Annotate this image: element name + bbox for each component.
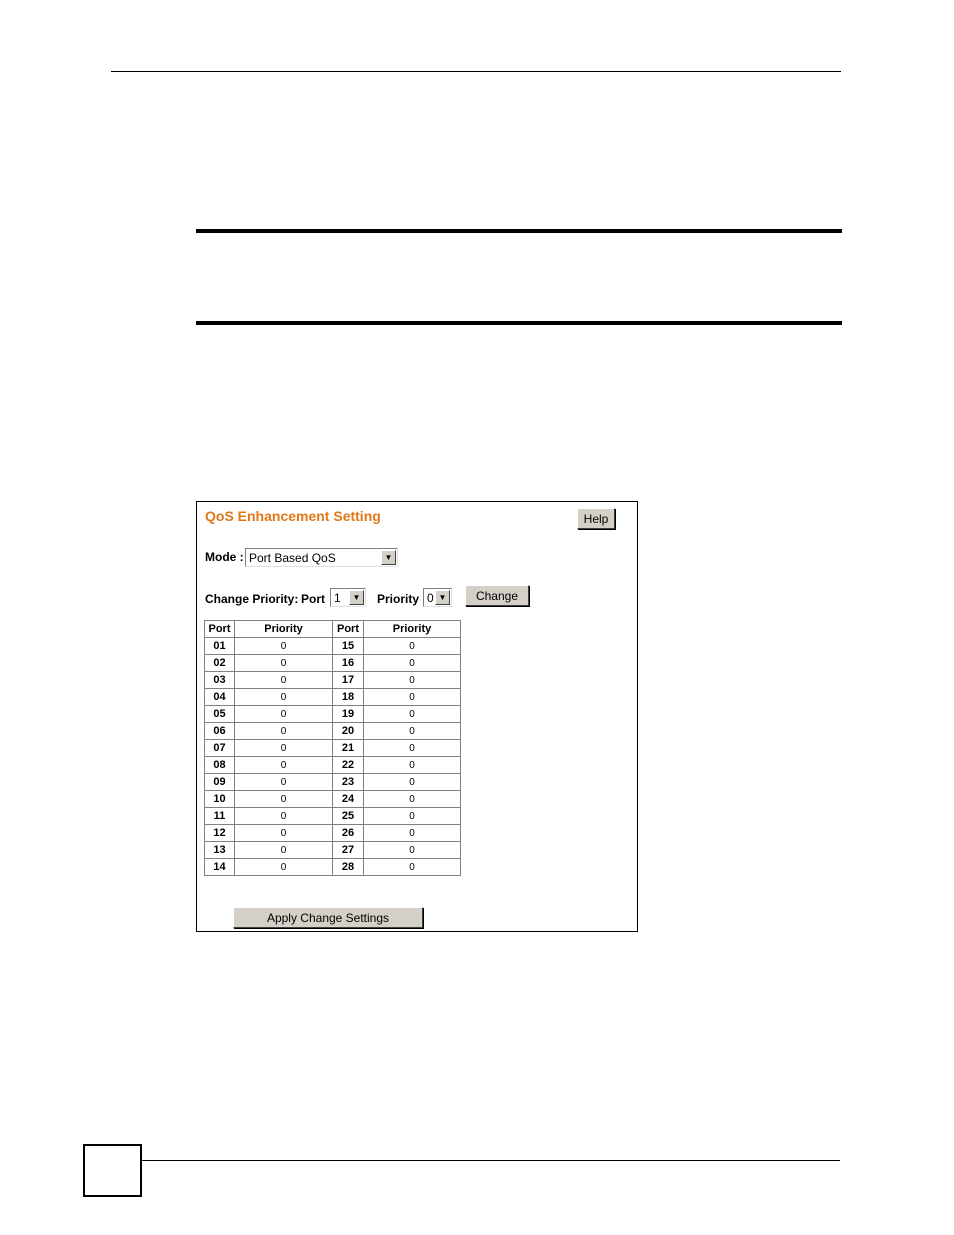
priority-cell: 0 [235, 638, 333, 655]
port-cell: 14 [205, 859, 235, 876]
chevron-down-icon[interactable]: ▼ [381, 550, 396, 565]
priority-cell: 0 [364, 859, 461, 876]
mode-select-value: Port Based QoS [249, 550, 336, 565]
table-body [205, 638, 461, 876]
page-number-box [83, 1144, 142, 1197]
note-rule-top [196, 229, 842, 233]
port-cell: 18 [333, 689, 364, 706]
priority-cell: 0 [364, 808, 461, 825]
table-row [205, 808, 461, 825]
port-cell: 11 [205, 808, 235, 825]
port-cell: 13 [205, 842, 235, 859]
priority-cell: 0 [364, 842, 461, 859]
priority-cell: 0 [235, 791, 333, 808]
header-rule [111, 71, 841, 72]
chevron-down-icon[interactable]: ▼ [435, 590, 450, 605]
port-cell: 19 [333, 706, 364, 723]
priority-cell: 0 [364, 757, 461, 774]
priority-cell: 0 [235, 706, 333, 723]
chevron-down-icon[interactable]: ▼ [349, 590, 364, 605]
port-cell: 02 [205, 655, 235, 672]
table-row [205, 672, 461, 689]
port-cell: 08 [205, 757, 235, 774]
port-cell: 16 [333, 655, 364, 672]
note-rule-bottom [196, 321, 842, 325]
port-cell: 21 [333, 740, 364, 757]
table-row [205, 740, 461, 757]
table-row [205, 774, 461, 791]
priority-cell: 0 [235, 672, 333, 689]
port-cell: 28 [333, 859, 364, 876]
priority-cell: 0 [235, 774, 333, 791]
panel-title: QoS Enhancement Setting [205, 508, 381, 524]
port-cell: 03 [205, 672, 235, 689]
change-button[interactable]: Change [465, 585, 529, 606]
port-cell: 05 [205, 706, 235, 723]
priority-cell: 0 [364, 723, 461, 740]
header-port: Port [205, 621, 235, 638]
port-cell: 26 [333, 825, 364, 842]
table-row [205, 706, 461, 723]
port-cell: 22 [333, 757, 364, 774]
priority-cell: 0 [364, 689, 461, 706]
mode-select[interactable] [245, 548, 398, 567]
header-priority: Priority [235, 621, 333, 638]
port-cell: 25 [333, 808, 364, 825]
port-cell: 04 [205, 689, 235, 706]
port-priority-table [204, 620, 461, 876]
priority-cell: 0 [364, 672, 461, 689]
port-cell: 12 [205, 825, 235, 842]
port-cell: 09 [205, 774, 235, 791]
qos-enhancement-panel [196, 501, 638, 932]
port-select[interactable] [330, 588, 366, 607]
priority-cell: 0 [364, 740, 461, 757]
table-row [205, 859, 461, 876]
table-row [205, 842, 461, 859]
priority-cell: 0 [364, 655, 461, 672]
table-row [205, 757, 461, 774]
priority-cell: 0 [235, 655, 333, 672]
priority-cell: 0 [235, 689, 333, 706]
port-cell: 06 [205, 723, 235, 740]
priority-select[interactable] [423, 588, 452, 607]
priority-cell: 0 [364, 791, 461, 808]
port-cell: 20 [333, 723, 364, 740]
table-row [205, 689, 461, 706]
priority-cell: 0 [364, 706, 461, 723]
priority-cell: 0 [235, 859, 333, 876]
priority-cell: 0 [235, 808, 333, 825]
footer-rule [140, 1160, 840, 1161]
table-header-row [205, 621, 461, 638]
priority-select-value: 0 [427, 590, 434, 605]
priority-label: Priority [377, 592, 420, 606]
port-cell: 01 [205, 638, 235, 655]
priority-cell: 0 [364, 774, 461, 791]
port-cell: 27 [333, 842, 364, 859]
port-cell: 23 [333, 774, 364, 791]
priority-cell: 0 [235, 825, 333, 842]
priority-cell: 0 [364, 638, 461, 655]
priority-cell: 0 [235, 740, 333, 757]
port-cell: 15 [333, 638, 364, 655]
table-row [205, 791, 461, 808]
table-row [205, 655, 461, 672]
header-priority: Priority [364, 621, 461, 638]
mode-label: Mode : [205, 550, 244, 564]
table-row [205, 723, 461, 740]
port-cell: 07 [205, 740, 235, 757]
table-row [205, 638, 461, 655]
port-select-value: 1 [334, 590, 341, 605]
priority-cell: 0 [235, 723, 333, 740]
port-label: Port [301, 592, 325, 606]
port-cell: 17 [333, 672, 364, 689]
priority-cell: 0 [235, 842, 333, 859]
change-priority-label: Change Priority: [205, 592, 299, 606]
help-button[interactable]: Help [577, 508, 615, 529]
table-row [205, 825, 461, 842]
priority-cell: 0 [235, 757, 333, 774]
port-cell: 24 [333, 791, 364, 808]
header-port: Port [333, 621, 364, 638]
apply-change-settings-button[interactable]: Apply Change Settings [233, 907, 423, 928]
priority-cell: 0 [364, 825, 461, 842]
port-cell: 10 [205, 791, 235, 808]
